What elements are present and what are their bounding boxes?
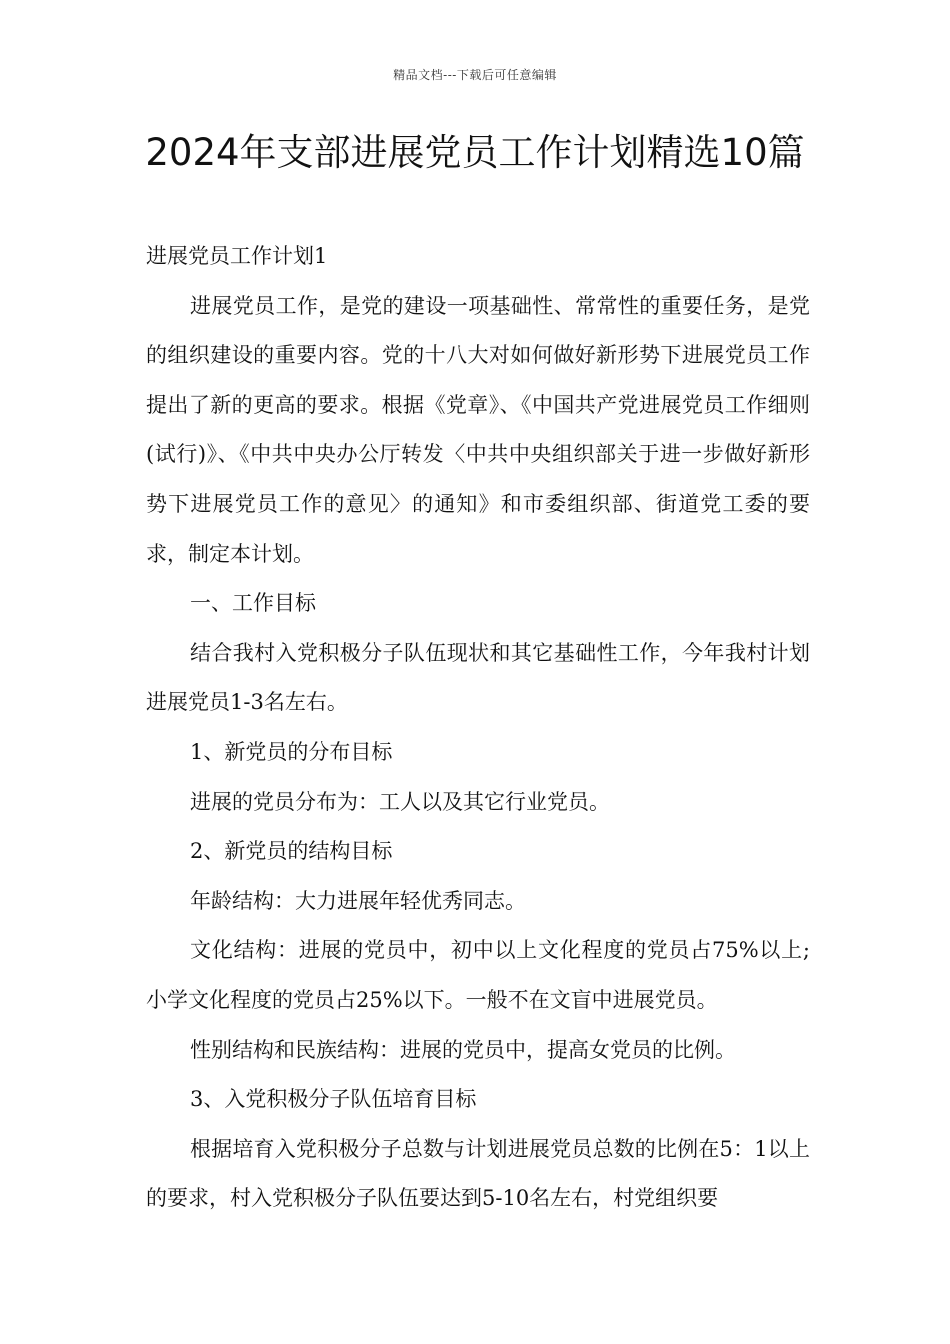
- paragraph: 文化结构：进展的党员中，初中以上文化程度的党员占75%以上;小学文化程度的党员占25%以下。一般不在文盲中进展党员。: [146, 938, 810, 1012]
- paragraph: 进展党员工作计划1: [146, 244, 328, 268]
- paragraph: 年龄结构：大力进展年轻优秀同志。: [190, 888, 526, 913]
- paragraph: 1、新党员的分布目标: [190, 739, 393, 764]
- header-note: 精品文档---下载后可任意编辑: [393, 68, 557, 82]
- paragraph: 一、工作目标: [190, 591, 316, 616]
- document-title: 2024年支部进展党员工作计划精选10篇: [145, 131, 805, 174]
- paragraph: 2、新党员的结构目标: [190, 839, 393, 864]
- paragraph: 进展党员工作，是党的建设一项基础性、常常性的重要任务，是党的组织建设的重要内容。党的十八大对如何做好新形势下进展党员工作提出了新的更高的要求。根据《党章》、《中国共产党进展党员工作细则(试行)》、《中共中央办公厅转发〈中共中央组织部关于进一步做好新形势下进展党员工作的意见〉的通知》和市委组织部、街道党工委的要求，制定本计划。: [146, 293, 810, 566]
- paragraph: 3、入党积极分子队伍培育目标: [190, 1087, 477, 1112]
- paragraph: 根据培育入党积极分子总数与计划进展党员总数的比例在5：1以上的要求，村入党积极分子队伍要达到5-10名左右，村党组织要: [146, 1136, 810, 1211]
- paragraph: 结合我村入党积极分子队伍现状和其它基础性工作，今年我村计划进展党员1-3名左右。: [146, 640, 810, 715]
- document-body: [146, 232, 810, 1224]
- paragraph: 进展的党员分布为：工人以及其它行业党员。: [190, 789, 610, 814]
- paragraph: 性别结构和民族结构：进展的党员中，提高女党员的比例。: [190, 1037, 736, 1062]
